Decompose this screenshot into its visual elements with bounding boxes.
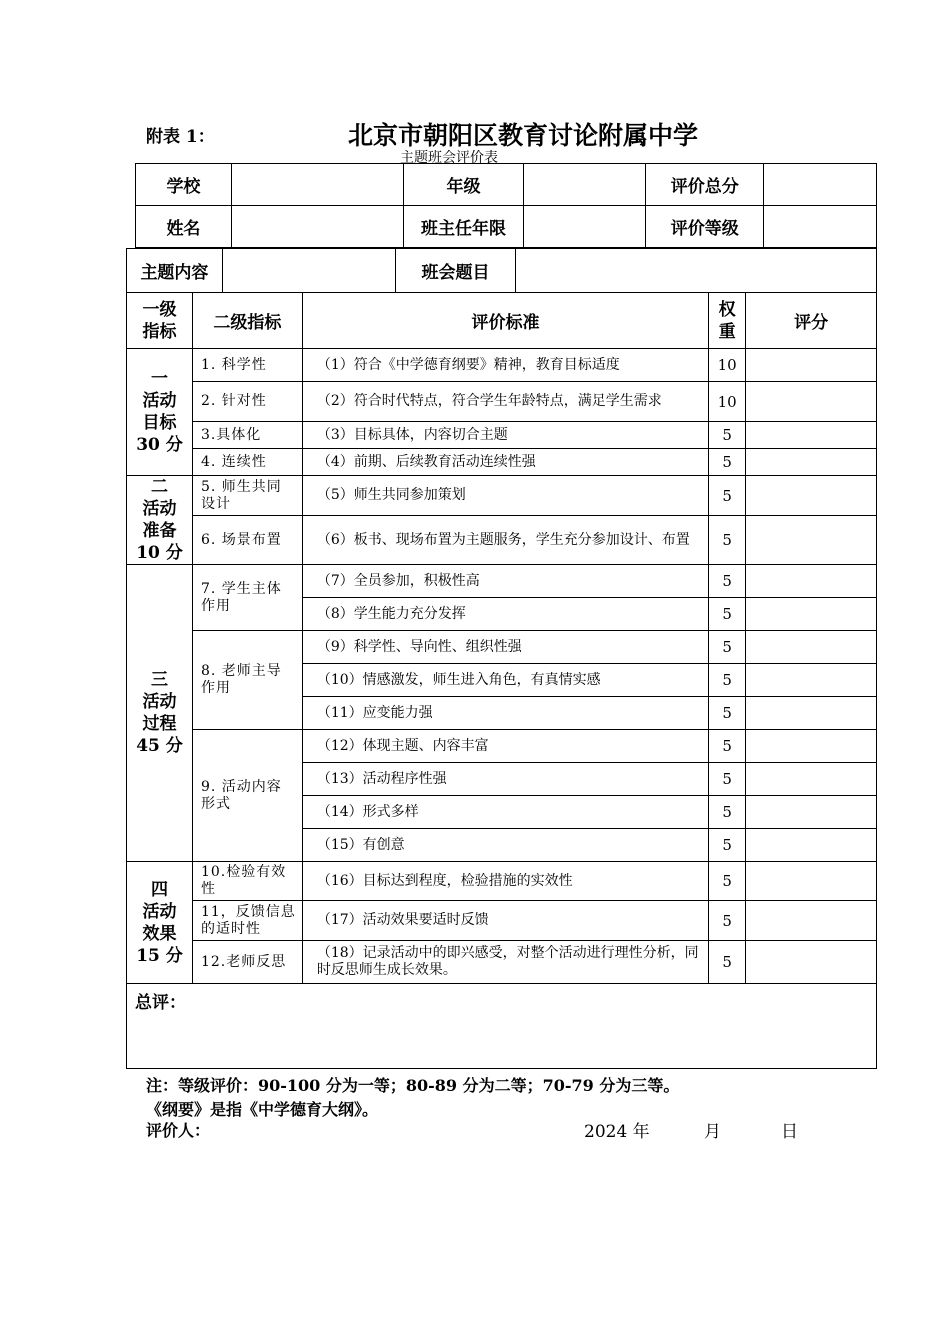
criteria-cell: （14）形式多样 <box>302 796 708 829</box>
page-subtitle: 主题班会评价表 <box>400 150 498 166</box>
weight-cell: 5 <box>709 796 746 829</box>
grade-label: 年级 <box>403 164 524 206</box>
criteria-cell: （18）记录活动中的即兴感受，对整个活动进行理性分析，同时反思师生成长效果。 <box>302 941 708 984</box>
weight-cell: 5 <box>709 862 746 901</box>
level2-cell: 9. 活动内容形式 <box>192 730 302 862</box>
total-score-field[interactable] <box>764 164 877 206</box>
level2-cell: 2. 针对性 <box>192 382 302 422</box>
info-table <box>135 163 877 248</box>
criteria-cell: （6）板书、现场布置为主题服务，学生充分参加设计、布置 <box>302 516 708 565</box>
weight-cell: 5 <box>709 941 746 984</box>
score-field[interactable] <box>746 697 877 730</box>
date-month: 月 <box>704 1122 721 1142</box>
score-field[interactable] <box>746 763 877 796</box>
note-outline: 《纲要》是指《中学德育大纲》。 <box>146 1100 379 1119</box>
level-field[interactable] <box>764 206 877 248</box>
weight-cell: 5 <box>709 476 746 516</box>
weight-cell: 5 <box>709 516 746 565</box>
years-label: 班主任年限 <box>403 206 524 248</box>
criteria-cell: （5）师生共同参加策划 <box>302 476 708 516</box>
weight-cell: 5 <box>709 565 746 598</box>
table-row <box>127 901 877 941</box>
score-field[interactable] <box>746 664 877 697</box>
table-row <box>127 631 877 664</box>
criteria-cell: （3）目标具体，内容切合主题 <box>302 422 708 449</box>
score-field[interactable] <box>746 941 877 984</box>
table-row <box>127 862 877 901</box>
theme-field[interactable] <box>222 249 395 293</box>
score-field[interactable] <box>746 349 877 382</box>
table-row <box>127 349 877 382</box>
weight-cell: 10 <box>709 349 746 382</box>
weight-cell: 5 <box>709 730 746 763</box>
col-level1-header: 一级指标 <box>127 293 193 349</box>
table-row <box>127 476 877 516</box>
weight-cell: 5 <box>709 422 746 449</box>
level2-cell: 8. 老师主导作用 <box>192 631 302 730</box>
table-row <box>127 516 877 565</box>
level2-cell: 7. 学生主体作用 <box>192 565 302 631</box>
score-field[interactable] <box>746 476 877 516</box>
score-field[interactable] <box>746 631 877 664</box>
table-row <box>127 730 877 763</box>
weight-cell: 5 <box>709 631 746 664</box>
criteria-cell: （1）符合《中学德育纲要》精神，教育目标适度 <box>302 349 708 382</box>
score-field[interactable] <box>746 516 877 565</box>
level1-cell: 三 活动 过程 45 分 <box>127 565 193 862</box>
level2-cell: 4. 连续性 <box>192 449 302 476</box>
weight-cell: 5 <box>709 598 746 631</box>
score-field[interactable] <box>746 730 877 763</box>
topic-field[interactable] <box>516 249 877 293</box>
table-row <box>127 941 877 984</box>
criteria-cell: （17）活动效果要适时反馈 <box>302 901 708 941</box>
score-field[interactable] <box>746 901 877 941</box>
school-label: 学校 <box>136 164 232 206</box>
date-day: 日 <box>781 1122 798 1142</box>
name-label: 姓名 <box>136 206 232 248</box>
school-field[interactable] <box>231 164 403 206</box>
score-field[interactable] <box>746 382 877 422</box>
summary-cell[interactable] <box>127 984 877 1069</box>
score-field[interactable] <box>746 449 877 476</box>
level2-cell: 1. 科学性 <box>192 349 302 382</box>
score-field[interactable] <box>746 829 877 862</box>
score-field[interactable] <box>746 796 877 829</box>
note-grading: 注：等级评价：90-100 分为一等；80-89 分为二等；70-79 分为三等。 <box>146 1076 680 1095</box>
weight-cell: 10 <box>709 382 746 422</box>
criteria-cell: （9）科学性、导向性、组织性强 <box>302 631 708 664</box>
score-field[interactable] <box>746 422 877 449</box>
weight-cell: 5 <box>709 664 746 697</box>
date-year: 2024 年 <box>584 1122 650 1142</box>
table-row <box>127 449 877 476</box>
weight-cell: 5 <box>709 901 746 941</box>
theme-table <box>126 248 877 293</box>
col-level2-header: 二级指标 <box>192 293 302 349</box>
grade-field[interactable] <box>524 164 646 206</box>
criteria-cell: （10）情感激发，师生进入角色，有真情实感 <box>302 664 708 697</box>
criteria-cell: （7）全员参加，积极性高 <box>302 565 708 598</box>
level2-cell: 12.老师反思 <box>192 941 302 984</box>
criteria-cell: （13）活动程序性强 <box>302 763 708 796</box>
criteria-cell: （11）应变能力强 <box>302 697 708 730</box>
level2-cell: 3.具体化 <box>192 422 302 449</box>
criteria-cell: （16）目标达到程度，检验措施的实效性 <box>302 862 708 901</box>
criteria-cell: （8）学生能力充分发挥 <box>302 598 708 631</box>
level1-cell: 二 活动 准备 10 分 <box>127 476 193 565</box>
criteria-cell: （4）前期、后续教育活动连续性强 <box>302 449 708 476</box>
page-title: 北京市朝阳区教育讨论附属中学 <box>348 121 699 150</box>
summary-label: 总评： <box>135 993 186 1013</box>
level1-cell: 一 活动 目标 30 分 <box>127 349 193 476</box>
table-row <box>127 382 877 422</box>
col-criteria-header: 评价标准 <box>302 293 708 349</box>
table-row <box>127 422 877 449</box>
level2-cell: 6. 场景布置 <box>192 516 302 565</box>
evaluation-table <box>126 292 877 1069</box>
level2-cell: 11，反馈信息的适时性 <box>192 901 302 941</box>
weight-cell: 5 <box>709 763 746 796</box>
attachment-label: 附表 1： <box>146 127 215 147</box>
weight-cell: 5 <box>709 829 746 862</box>
score-field[interactable] <box>746 862 877 901</box>
theme-label: 主题内容 <box>127 249 223 293</box>
col-score-header: 评分 <box>746 293 877 349</box>
criteria-cell: （15）有创意 <box>302 829 708 862</box>
level2-cell: 5. 师生共同设计 <box>192 476 302 516</box>
criteria-cell: （12）体现主题、内容丰富 <box>302 730 708 763</box>
table-row <box>127 565 877 598</box>
evaluator-label: 评价人： <box>146 1121 211 1140</box>
total-score-label: 评价总分 <box>646 164 764 206</box>
weight-cell: 5 <box>709 697 746 730</box>
name-field[interactable] <box>231 206 403 248</box>
score-field[interactable] <box>746 598 877 631</box>
weight-cell: 5 <box>709 449 746 476</box>
level-label: 评价等级 <box>646 206 764 248</box>
level1-cell: 四 活动 效果 15 分 <box>127 862 193 984</box>
score-field[interactable] <box>746 565 877 598</box>
col-weight-header: 权重 <box>709 293 746 349</box>
years-field[interactable] <box>524 206 646 248</box>
level2-cell: 10.检验有效性 <box>192 862 302 901</box>
topic-label: 班会题目 <box>395 249 516 293</box>
criteria-cell: （2）符合时代特点，符合学生年龄特点，满足学生需求 <box>302 382 708 422</box>
